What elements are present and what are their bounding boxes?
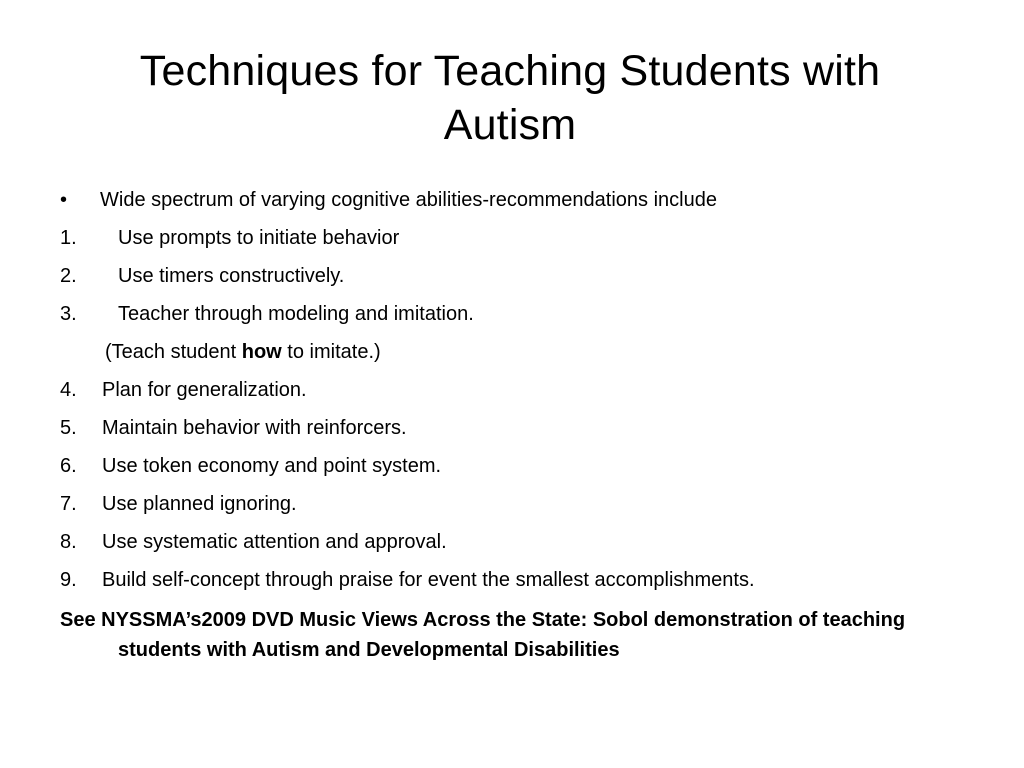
item-number: 9.: [60, 569, 77, 591]
note-emphasis: how: [241, 341, 282, 363]
slide-title: [60, 44, 960, 152]
item-number: 1.: [60, 227, 77, 249]
item-number: 4.: [60, 379, 77, 401]
item-number: 2.: [60, 265, 77, 287]
intro-text: Wide spectrum of varying cognitive abilities-recommendations include: [100, 189, 717, 211]
item-number: 7.: [60, 493, 77, 515]
bullet-marker: •: [60, 189, 68, 211]
item-text: Teacher through modeling and imitation.: [118, 303, 474, 325]
item-number: 8.: [60, 531, 77, 553]
item-text: Build self-concept through praise for event the smallest accomplishments.: [102, 569, 755, 591]
item-text: Use timers constructively.: [118, 265, 345, 287]
reference-line-2: students with Autism and Developmental Disabilities: [118, 639, 620, 661]
item-text: Use planned ignoring.: [102, 493, 297, 515]
imitation-note: [105, 337, 381, 367]
item-number: 6.: [60, 455, 77, 477]
title-line-2: Autism: [443, 101, 577, 149]
item-text: Maintain behavior with reinforcers.: [102, 417, 407, 439]
note-before: (Teach student: [105, 341, 242, 363]
note-after: to imitate.): [281, 341, 381, 363]
title-line-1: Techniques for Teaching Students with: [139, 47, 881, 95]
item-text: Plan for generalization.: [102, 379, 307, 401]
item-number: 5.: [60, 417, 77, 439]
dvd-reference: [60, 605, 960, 665]
item-text: Use systematic attention and approval.: [102, 531, 447, 553]
reference-line-1: See NYSSMA’s2009 DVD Music Views Across the State: Sobol demonstration of teaching: [60, 609, 906, 631]
item-text: Use token economy and point system.: [102, 455, 442, 477]
item-text: Use prompts to initiate behavior: [118, 227, 400, 249]
item-number: 3.: [60, 303, 77, 325]
